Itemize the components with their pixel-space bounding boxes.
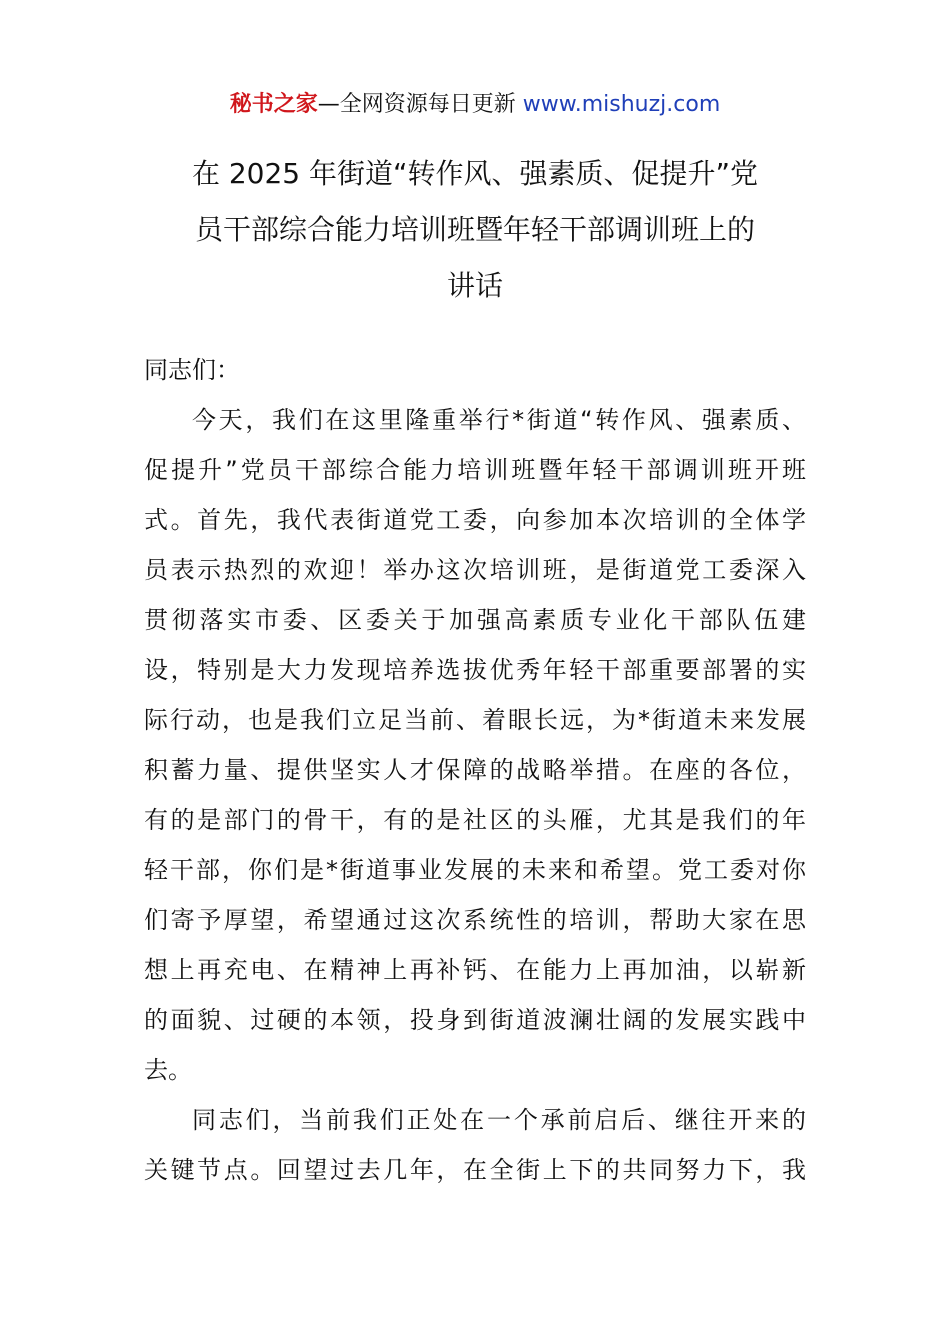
body-line: 贯彻落实市委、区委关于加强高素质专业化干部队伍建 <box>144 606 806 634</box>
body-line: 同志们，当前我们正处在一个承前启后、继往开来的 <box>192 1106 806 1134</box>
body-line: 去。 <box>144 1056 192 1084</box>
document-body <box>144 345 806 1195</box>
brand-name: 秘书之家 <box>229 92 318 117</box>
body-line: 促提升”党员干部综合能力培训班暨年轻干部调训班开班 <box>144 456 806 484</box>
body-line: 们寄予厚望，希望通过这次系统性的培训，帮助大家在思 <box>144 906 806 934</box>
body-line: 今天，我们在这里隆重举行*街道“转作风、强素质、 <box>192 406 806 434</box>
title-line: 讲话 <box>446 269 503 302</box>
title-line: 员干部综合能力培训班暨年轻干部调训班上的 <box>194 213 755 246</box>
title-line: 在 2025 年街道“转作风、强素质、促提升”党 <box>191 157 759 190</box>
document-title <box>145 146 805 314</box>
body-line: 设，特别是大力发现培养选拔优秀年轻干部重要部署的实 <box>144 656 806 684</box>
body-line: 式。首先，我代表街道党工委，向参加本次培训的全体学 <box>144 506 806 534</box>
body-line: 想上再充电、在精神上再补钙、在能力上再加油，以崭新 <box>144 956 806 984</box>
body-line: 关键节点。回望过去几年，在全街上下的共同努力下，我 <box>144 1156 806 1184</box>
salutation: 同志们： <box>144 356 240 384</box>
header-tagline: —全网资源每日更新 <box>317 92 523 117</box>
site-header <box>0 88 950 122</box>
body-line: 有的是部门的骨干，有的是社区的头雁，尤其是我们的年 <box>144 806 806 834</box>
body-line: 积蓄力量、提供坚实人才保障的战略举措。在座的各位， <box>144 756 806 784</box>
body-line: 轻干部，你们是*街道事业发展的未来和希望。党工委对你 <box>144 856 806 884</box>
site-url[interactable]: www.mishuzj.com <box>522 92 721 117</box>
body-line: 员表示热烈的欢迎！举办这次培训班，是街道党工委深入 <box>144 556 806 584</box>
body-line: 际行动，也是我们立足当前、着眼长远，为*街道未来发展 <box>144 706 806 734</box>
body-line: 的面貌、过硬的本领，投身到街道波澜壮阔的发展实践中 <box>144 1006 806 1034</box>
